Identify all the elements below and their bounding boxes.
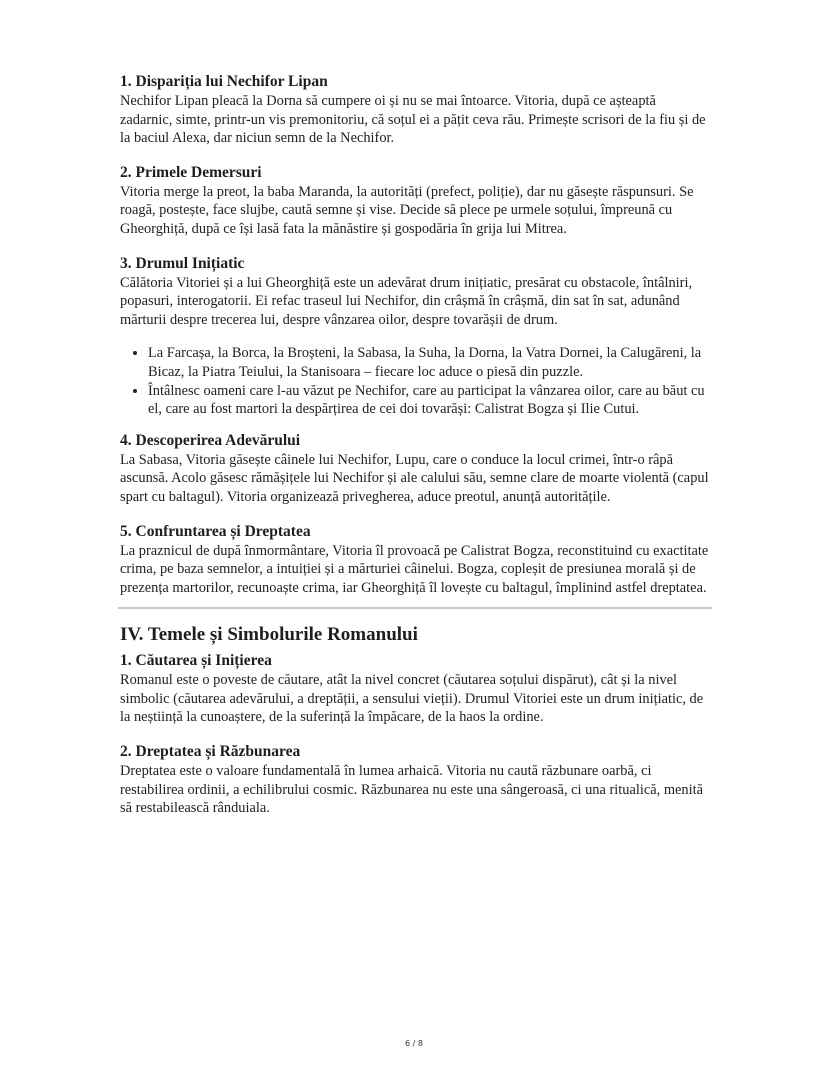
list-item: • La Farcașa, la Borca, la Broșteni, la Sabasa, la Suha, la Dorna, la Vatra Dornei, la Calugăreni, la Bicaz, la Piatra Teiului, la Stanisoara – fiecare loc aduce o piesă din puzzle. xyxy=(148,344,710,381)
document-page xyxy=(120,72,710,833)
section-heading: 1. Dispariția lui Nechifor Lipan xyxy=(120,73,328,90)
list-item: • Întâlnesc oameni care l-au văzut pe Nechifor, care au participat la vânzarea oilor, care au băut cu el, care au fost martori la despărțirea de cei doi tovarăși: Calistrat Bogza și Ilie Cutui. xyxy=(148,382,710,419)
section-heading: 3. Drumul Inițiatic xyxy=(120,254,245,272)
section-paragraph: Nechifor Lipan pleacă la Dorna să cumpere oi și nu se mai întoarce. Vitoria, după ce așteaptă zadarnic, simte, printr-un vis premonitoriu, că soțul ei a pățit ceva rău. Primește scrisori de la fiu și de la baciul Alexa, dar niciun semn de la Nechifor. xyxy=(120,93,706,147)
section-paragraph: Vitoria merge la preot, la baba Maranda, la autorități (prefect, poliție), dar nu găsește răspunsuri. Se roagă, postește, face slujbe, caută semne și vise. Decide să plece pe urmele soțului, împreună cu Gheorghiță, după ce își lasă fata la mănăstire și gospodăria în grija lui Mitrea. xyxy=(120,183,694,237)
section-heading: 1. Căutarea și Inițierea xyxy=(120,652,272,670)
section-paragraph: La praznicul de după înmormântare, Vitoria îl provoacă pe Calistrat Bogza, reconstituind cu exactitate crima, pe baza semnelor, a intuiției și a mărturiei câinelui. Bogza, copleșit de presiunea morală și de prezența martorilor, recunoaște crima, iar Gheorghiță îl lovește cu baltagul, împlinind astfel dreptatea. xyxy=(120,542,709,596)
chapter-heading: IV. Temele și Simbolurile Romanului xyxy=(120,624,418,646)
section-heading: 5. Confruntarea și Dreptatea xyxy=(120,522,311,540)
section-paragraph: La Sabasa, Vitoria găsește câinele lui Nechifor, Lupu, care o conduce la locul crimei, într-o râpă ascunsă. Acolo găsesc rămășițele lui Nechifor și ale calului său, semne clare de moarte violentă (capul spart cu baltagul). Vitoria organizează privegherea, aduce preotul, anunță autoritățile. xyxy=(120,451,709,505)
section-heading: 4. Descoperirea Adevărului xyxy=(120,431,301,449)
section-paragraph: Romanul este o poveste de căutare, atât la nivel concret (căutarea soțului dispărut), cât și la nivel simbolic (căutarea adevărului, a dreptății, a sensului vieții). Drumul Vitoriei este un drum inițiatic, de la neștiință la cunoaștere, de la suferință la împăcare, de la haos la ordine. xyxy=(120,672,704,726)
bullet-list xyxy=(120,344,710,418)
section-paragraph: Dreptatea este o valoare fundamentală în lumea arhaică. Vitoria nu caută răzbunare oarbă, ci restabilirea ordinii, a echilibrului cosmic. Răzbunarea nu este una sângeroasă, ci una ritualică, menită să restabilească rânduiala. xyxy=(120,763,703,817)
section-heading: 2. Dreptatea și Răzbunarea xyxy=(120,743,301,761)
section-heading: 2. Primele Demersuri xyxy=(120,163,262,181)
page-number: 6 / 8 xyxy=(405,1039,423,1048)
section-divider xyxy=(118,607,712,609)
section-paragraph: Călătoria Vitoriei și a lui Gheorghiță este un adevărat drum inițiatic, presărat cu obstacole, întâlniri, popasuri, interogatorii. Ei refac traseul lui Nechifor, din crâșmă în crâșmă, din sat în sat, adunând mărturii despre trecerea lui, despre vânzarea oilor, despre tovarășii de drum. xyxy=(120,274,693,328)
